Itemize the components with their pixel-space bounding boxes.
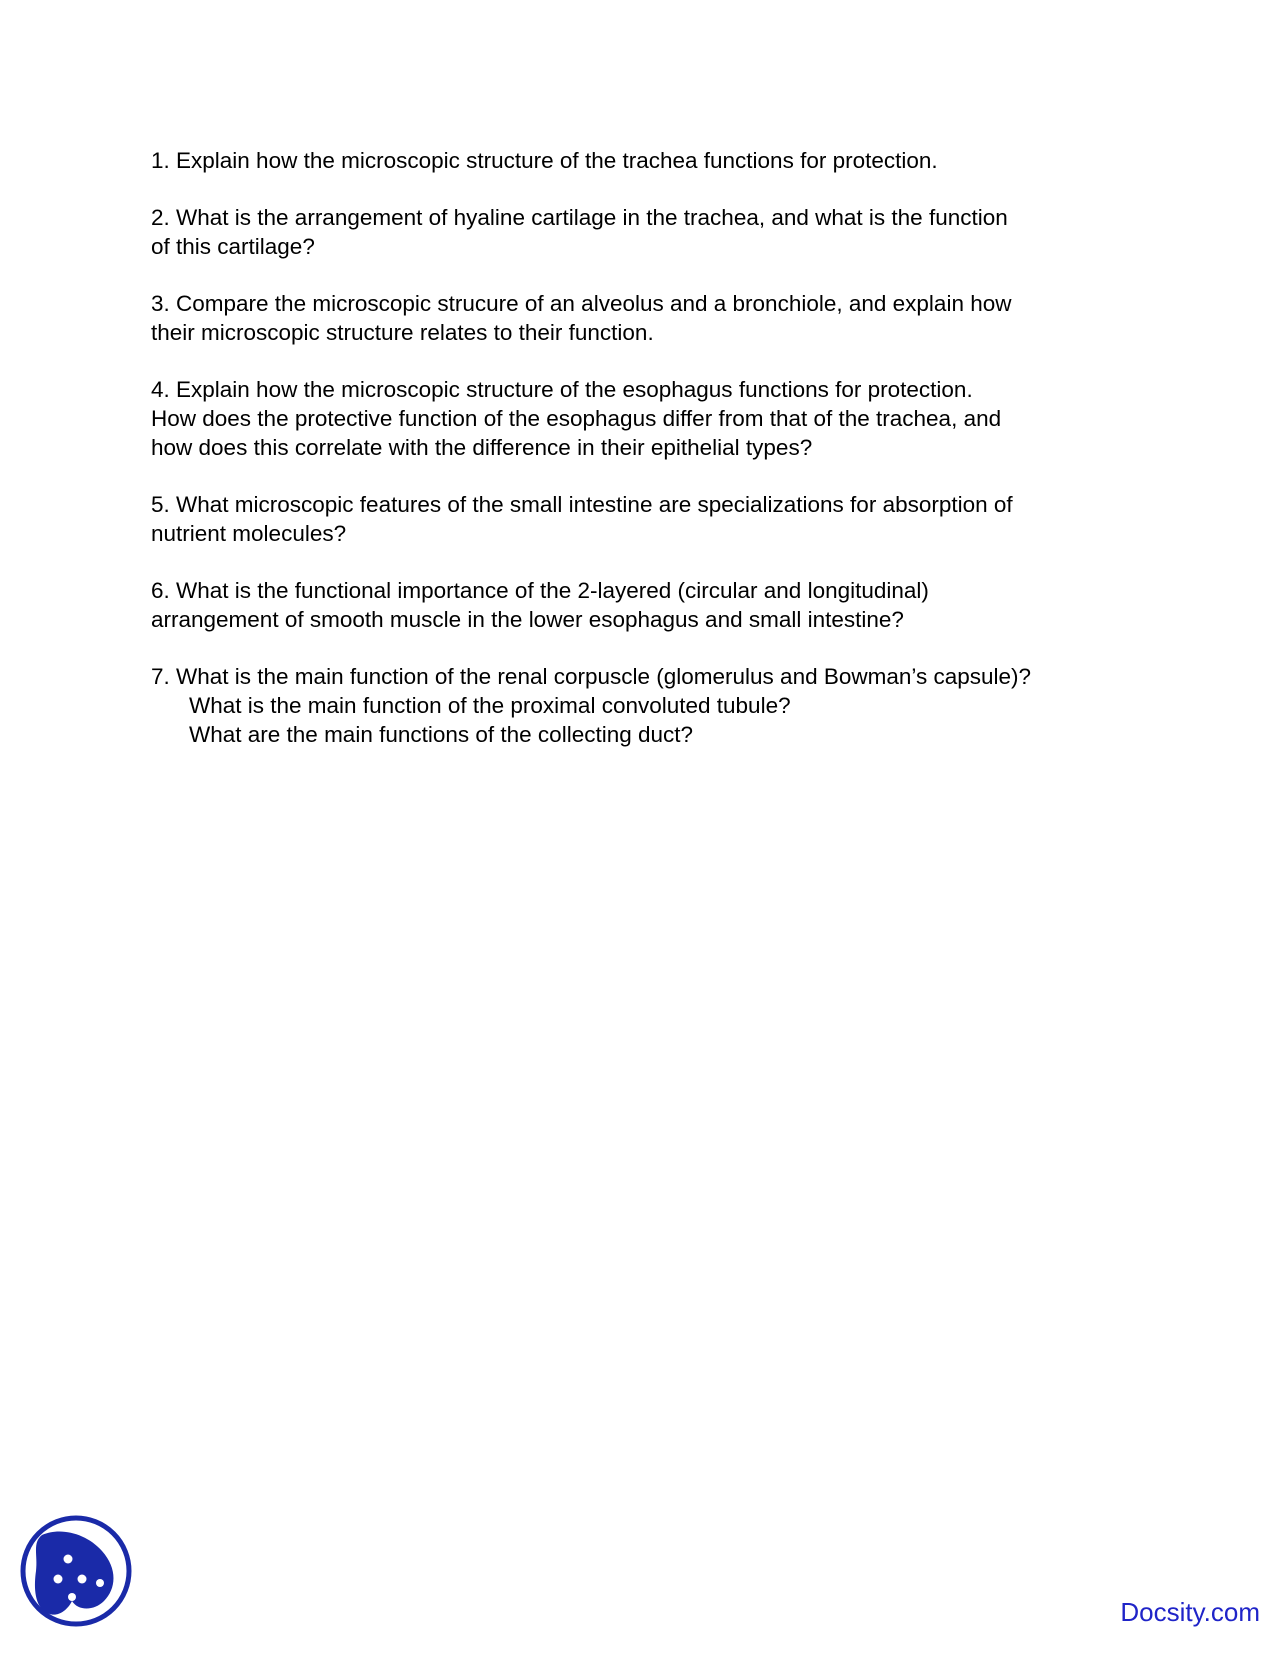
question-4 xyxy=(151,375,1161,462)
logo-dot xyxy=(78,1575,87,1584)
logo-dot xyxy=(68,1593,76,1601)
question-line: 5. What microscopic features of the small intestine are specializations for absorption of xyxy=(151,492,1013,517)
question-line: of this cartilage? xyxy=(151,234,315,259)
question-line: their microscopic structure relates to their function. xyxy=(151,320,654,345)
question-line: 4. Explain how the microscopic structure of the esophagus functions for protection. xyxy=(151,377,973,402)
docsity-logo-icon xyxy=(20,1515,132,1627)
question-line: 3. Compare the microscopic strucure of an alveolus and a bronchiole, and explain how xyxy=(151,291,1012,316)
question-3 xyxy=(151,289,1161,347)
logo-dot xyxy=(54,1575,63,1584)
question-line: 2. What is the arrangement of hyaline cartilage in the trachea, and what is the function xyxy=(151,205,1008,230)
question-5 xyxy=(151,490,1161,548)
question-6 xyxy=(151,576,1161,634)
question-7 xyxy=(151,662,1161,749)
docsity-brand-link[interactable]: Docsity.com xyxy=(1120,1597,1260,1627)
question-list xyxy=(151,146,1161,777)
question-line: nutrient molecules? xyxy=(151,521,347,546)
logo-dot xyxy=(96,1579,104,1587)
question-line: 7. What is the main function of the renal corpuscle (glomerulus and Bowman’s capsule)? xyxy=(151,664,1032,689)
question-line: 1. Explain how the microscopic structure of the trachea functions for protection. xyxy=(151,148,938,173)
question-1 xyxy=(151,146,1161,175)
question-line: arrangement of smooth muscle in the lower esophagus and small intestine? xyxy=(151,607,904,632)
question-line: What are the main functions of the collecting duct? xyxy=(189,722,694,747)
question-line: 6. What is the functional importance of the 2-layered (circular and longitudinal) xyxy=(151,578,929,603)
question-line: What is the main function of the proximal convoluted tubule? xyxy=(189,693,791,718)
question-line: How does the protective function of the esophagus differ from that of the trachea, and xyxy=(151,406,1002,431)
question-2 xyxy=(151,203,1161,261)
logo-dot xyxy=(64,1555,73,1564)
question-line: how does this correlate with the difference in their epithelial types? xyxy=(151,435,813,460)
